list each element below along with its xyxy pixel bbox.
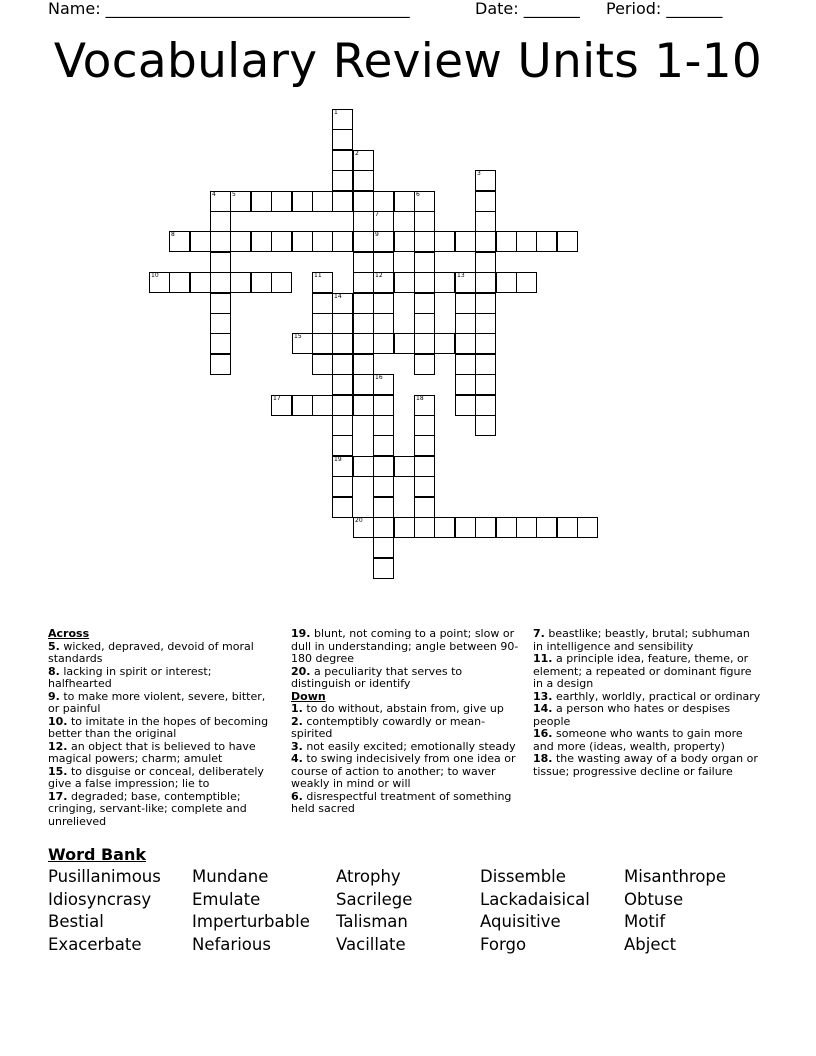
crossword-cell[interactable]	[210, 354, 231, 375]
crossword-cell[interactable]	[373, 252, 394, 273]
crossword-cell[interactable]	[475, 170, 496, 191]
crossword-cell[interactable]	[210, 272, 231, 293]
clue-across	[291, 628, 521, 666]
crossword-cell[interactable]	[475, 517, 496, 538]
clue-number-label: 2.	[291, 714, 303, 728]
crossword-cell[interactable]	[475, 191, 496, 212]
clue-heading: Down	[291, 689, 326, 703]
clue-text: a principle idea, feature, theme, or element; a repeated or dominant figure in a design	[533, 652, 752, 690]
clue-across	[48, 641, 278, 666]
crossword-cell[interactable]	[475, 333, 496, 354]
crossword-cell[interactable]	[271, 395, 292, 416]
clue-number-label: 17.	[48, 789, 68, 803]
clue-number: 14	[334, 293, 342, 300]
crossword-cell[interactable]	[210, 211, 231, 232]
clue-down	[533, 753, 763, 778]
crossword-cell[interactable]	[251, 231, 272, 252]
crossword-cell[interactable]	[414, 272, 435, 293]
crossword-cell[interactable]	[353, 170, 374, 191]
crossword-cell[interactable]	[496, 272, 517, 293]
crossword-cell[interactable]	[210, 191, 231, 212]
clue-number: 16	[375, 374, 383, 381]
clue-down	[533, 703, 763, 728]
clue-number: 19	[334, 456, 342, 463]
crossword-cell[interactable]	[292, 231, 313, 252]
crossword-cell[interactable]	[394, 333, 415, 354]
clue-text: degraded; base, contemptible; cringing, servant-like; complete and unrelieved	[48, 789, 247, 828]
clue-text: a person who hates or despises people	[533, 702, 731, 728]
crossword-cell[interactable]	[414, 231, 435, 252]
crossword-cell[interactable]	[332, 374, 353, 395]
crossword-cell[interactable]	[414, 435, 435, 456]
clue-text: an object that is believed to have magical powers; charm; amulet	[48, 739, 256, 765]
crossword-cell[interactable]	[414, 354, 435, 375]
crossword-cell[interactable]	[312, 293, 333, 314]
crossword-cell[interactable]	[475, 374, 496, 395]
crossword-cell[interactable]	[373, 211, 394, 232]
clue-number: 9	[375, 231, 379, 238]
clue-number: 2	[355, 150, 359, 157]
word-bank-item: Emulate	[192, 889, 261, 909]
word-bank-item: Misanthrope	[624, 867, 727, 886]
clue-number: 1	[334, 109, 338, 116]
crossword-cell[interactable]	[414, 252, 435, 273]
word-bank-item: Vacillate	[336, 934, 406, 954]
word-bank-item: Obtuse	[624, 889, 684, 909]
crossword-cell[interactable]	[373, 191, 394, 212]
crossword-cell[interactable]	[434, 272, 455, 293]
crossword-cell[interactable]	[373, 537, 394, 558]
clue-number: 13	[457, 272, 465, 279]
word-bank	[48, 867, 768, 962]
crossword-cell[interactable]	[475, 354, 496, 375]
crossword-cell[interactable]	[292, 191, 313, 212]
crossword-cell[interactable]	[373, 374, 394, 395]
crossword-cell[interactable]	[312, 313, 333, 334]
crossword-cell[interactable]	[557, 517, 578, 538]
crossword-cell[interactable]	[414, 497, 435, 518]
crossword-cell[interactable]	[353, 252, 374, 273]
crossword-cell[interactable]	[475, 293, 496, 314]
clue-number: 4	[212, 191, 216, 198]
clue-text: someone who wants to gain more and more (ideas, wealth, property)	[533, 727, 743, 753]
clue-text: blunt, not coming to a point; slow or dull in understanding; angle between 90-180 degree	[291, 627, 519, 665]
crossword-cell[interactable]	[373, 415, 394, 436]
clue-text: wicked, depraved, devoid of moral standards	[48, 639, 254, 665]
crossword-cell[interactable]	[332, 456, 353, 477]
crossword-cell[interactable]	[353, 456, 374, 477]
clue-number: 6	[416, 191, 420, 198]
clue-text: not easily excited; emotionally steady	[302, 739, 516, 753]
page-title: Vocabulary Review Units 1-10	[53, 34, 763, 89]
clue-text: to make more violent, severe, bitter, or painful	[48, 689, 266, 715]
crossword-cell[interactable]	[455, 272, 476, 293]
crossword-cell[interactable]	[373, 476, 394, 497]
clue-column-3	[533, 628, 763, 778]
crossword-cell[interactable]	[332, 354, 353, 375]
crossword-cell[interactable]	[312, 354, 333, 375]
clue-column-1	[48, 628, 278, 828]
crossword-cell[interactable]	[332, 191, 353, 212]
word-bank-item: Abject	[624, 934, 677, 954]
clue-text: to disguise or conceal, deliberately give a false impression; lie to	[48, 764, 264, 790]
crossword-cell[interactable]	[292, 333, 313, 354]
crossword-cell[interactable]	[475, 395, 496, 416]
clue-number: 8	[171, 231, 175, 238]
clue-number: 17	[273, 395, 281, 402]
clue-number-label: 19.	[291, 627, 311, 640]
crossword-cell[interactable]	[353, 333, 374, 354]
clue-number-label: 8.	[48, 664, 60, 678]
crossword-cell[interactable]	[516, 231, 537, 252]
crossword-cell[interactable]	[414, 211, 435, 232]
crossword-cell[interactable]	[455, 354, 476, 375]
clue-down	[533, 628, 763, 653]
clue-number-label: 16.	[533, 727, 553, 740]
clue-text: to imitate in the hopes of becoming better than the original	[48, 714, 269, 740]
crossword-cell[interactable]	[190, 231, 211, 252]
crossword-cell[interactable]	[210, 231, 231, 252]
crossword-cell[interactable]	[332, 476, 353, 497]
crossword-cell[interactable]	[292, 395, 313, 416]
crossword-cell[interactable]	[230, 191, 251, 212]
crossword-cell[interactable]	[536, 231, 557, 252]
crossword-cell[interactable]	[455, 395, 476, 416]
crossword-cell[interactable]	[373, 497, 394, 518]
clue-across	[48, 791, 278, 829]
crossword-cell[interactable]	[271, 272, 292, 293]
crossword-cell[interactable]	[271, 191, 292, 212]
crossword-cell[interactable]	[394, 272, 415, 293]
crossword-cell[interactable]	[414, 191, 435, 212]
crossword-cell[interactable]	[557, 231, 578, 252]
clue-text: earthly, worldly, practical or ordinary	[552, 689, 761, 703]
word-bank-item: Forgo	[480, 934, 527, 954]
clue-number: 11	[314, 272, 322, 279]
crossword-cell[interactable]	[455, 517, 476, 538]
clue-number-label: 11.	[533, 652, 553, 665]
clue-down	[291, 753, 521, 791]
crossword-cell[interactable]	[434, 517, 455, 538]
word-bank-item: Imperturbable	[192, 912, 310, 932]
crossword-cell[interactable]	[149, 272, 170, 293]
crossword-cell[interactable]	[455, 374, 476, 395]
crossword-cell[interactable]	[373, 313, 394, 334]
word-bank-item: Motif	[624, 912, 666, 932]
clue-number-label: 14.	[533, 702, 553, 715]
word-bank-item: Sacrilege	[336, 889, 413, 909]
crossword-cell[interactable]	[373, 272, 394, 293]
crossword-cell[interactable]	[332, 497, 353, 518]
crossword-cell[interactable]	[251, 191, 272, 212]
name-field[interactable]: Name: ______________________________________	[48, 0, 410, 18]
clue-text: lacking in spirit or interest; halfhearted	[48, 664, 212, 690]
crossword-cell[interactable]	[230, 231, 251, 252]
crossword-cell[interactable]	[332, 129, 353, 150]
crossword-cell[interactable]	[271, 231, 292, 252]
crossword-cell[interactable]	[434, 333, 455, 354]
crossword-cell[interactable]	[414, 333, 435, 354]
crossword-cell[interactable]	[169, 272, 190, 293]
clue-number: 5	[232, 191, 236, 198]
crossword-cell[interactable]	[190, 272, 211, 293]
clue-across	[48, 716, 278, 741]
crossword-cell[interactable]	[496, 231, 517, 252]
crossword-cell[interactable]	[353, 293, 374, 314]
clue-heading: Across	[48, 627, 90, 640]
crossword-cell[interactable]	[332, 170, 353, 191]
clue-column-2	[291, 628, 521, 816]
clue-text: contemptibly cowardly or mean-spirited	[291, 714, 486, 740]
crossword-cell[interactable]	[353, 313, 374, 334]
crossword-cell[interactable]	[353, 374, 374, 395]
clue-number: 3	[477, 170, 481, 177]
clue-number-label: 1.	[291, 702, 303, 715]
clue-text: to swing indecisively from one idea or course of action to another; to waver weakly in mind or will	[291, 752, 516, 790]
crossword-cell[interactable]	[516, 272, 537, 293]
clue-number: 18	[416, 395, 424, 402]
clue-down	[291, 791, 521, 816]
crossword-cell[interactable]	[414, 313, 435, 334]
clue-number-label: 10.	[48, 714, 68, 728]
clue-number-label: 20.	[291, 664, 311, 678]
clue-text: disrespectful treatment of something held sacred	[291, 789, 512, 815]
crossword-cell[interactable]	[332, 150, 353, 171]
crossword-cell[interactable]	[353, 395, 374, 416]
crossword-cell[interactable]	[496, 517, 517, 538]
crossword-cell[interactable]	[373, 435, 394, 456]
word-bank-item: Exacerbate	[48, 934, 142, 954]
clue-across	[48, 766, 278, 791]
crossword-cell[interactable]	[332, 109, 353, 130]
crossword-cell[interactable]	[332, 415, 353, 436]
clue-across	[48, 741, 278, 766]
clue-down	[291, 716, 521, 741]
clue-number-label: 15.	[48, 764, 68, 778]
crossword-cell[interactable]	[332, 435, 353, 456]
word-bank-item: Bestial	[48, 912, 104, 932]
word-bank-item: Dissemble	[480, 867, 566, 886]
clue-number: 15	[294, 333, 302, 340]
clue-number: 12	[375, 272, 383, 279]
crossword-cell[interactable]	[414, 293, 435, 314]
crossword-cell[interactable]	[373, 558, 394, 579]
crossword-cell[interactable]	[312, 333, 333, 354]
date-field[interactable]: Date: _______	[475, 0, 580, 18]
crossword-cell[interactable]	[312, 191, 333, 212]
word-bank-item: Nefarious	[192, 934, 271, 954]
crossword-cell[interactable]	[414, 456, 435, 477]
crossword-cell[interactable]	[210, 293, 231, 314]
word-bank-item: Idiosyncrasy	[48, 889, 152, 909]
clue-text: the wasting away of a body organ or tissue; progressive decline or failure	[533, 752, 758, 778]
word-bank-item: Lackadaisical	[480, 889, 590, 909]
clue-text: to do without, abstain from, give up	[302, 702, 504, 715]
crossword-cell[interactable]	[312, 395, 333, 416]
crossword-cell[interactable]	[414, 395, 435, 416]
period-field[interactable]: Period: _______	[606, 0, 723, 18]
crossword-cell[interactable]	[353, 272, 374, 293]
clue-number-label: 6.	[291, 789, 303, 803]
clue-number-label: 18.	[533, 752, 553, 765]
crossword-cell[interactable]	[332, 395, 353, 416]
crossword-cell[interactable]	[373, 456, 394, 477]
clue-across	[48, 691, 278, 716]
crossword-cell[interactable]	[230, 272, 251, 293]
crossword-cell[interactable]	[332, 333, 353, 354]
crossword-cell[interactable]	[373, 333, 394, 354]
crossword-cell[interactable]	[373, 517, 394, 538]
crossword-cell[interactable]	[332, 313, 353, 334]
crossword-cell[interactable]	[475, 252, 496, 273]
crossword-cell[interactable]	[373, 395, 394, 416]
crossword-cell[interactable]	[455, 231, 476, 252]
clue-number: 20	[355, 517, 363, 524]
crossword-cell[interactable]	[312, 272, 333, 293]
clue-down	[533, 653, 763, 691]
crossword-cell[interactable]	[394, 456, 415, 477]
crossword-cell[interactable]	[536, 517, 557, 538]
crossword-cell[interactable]	[373, 231, 394, 252]
crossword-cell[interactable]	[414, 517, 435, 538]
clue-across	[291, 666, 521, 691]
word-bank-item: Talisman	[336, 912, 408, 932]
word-bank-item: Mundane	[192, 867, 269, 886]
clue-number-label: 3.	[291, 739, 303, 753]
word-bank-item: Pusillanimous	[48, 867, 161, 886]
crossword-cell[interactable]	[251, 272, 272, 293]
clue-number-label: 13.	[533, 689, 553, 703]
crossword-cell[interactable]	[353, 211, 374, 232]
crossword-cell[interactable]	[373, 293, 394, 314]
crossword-cell[interactable]	[210, 252, 231, 273]
crossword-cell[interactable]	[455, 293, 476, 314]
crossword-cell[interactable]	[332, 293, 353, 314]
crossword-cell[interactable]	[475, 313, 496, 334]
crossword-cell[interactable]	[312, 231, 333, 252]
crossword-cell[interactable]	[210, 333, 231, 354]
crossword-cell[interactable]	[353, 517, 374, 538]
crossword-cell[interactable]	[475, 272, 496, 293]
word-bank-item: Atrophy	[336, 867, 401, 886]
crossword-cell[interactable]	[353, 354, 374, 375]
crossword-cell[interactable]	[332, 231, 353, 252]
clue-text: beastlike; beastly, brutal; subhuman in intelligence and sensibility	[533, 627, 750, 653]
clue-down	[533, 728, 763, 753]
clue-number: 10	[151, 272, 159, 279]
word-bank-item: Aquisitive	[480, 912, 561, 932]
crossword-cell[interactable]	[394, 191, 415, 212]
clue-number-label: 12.	[48, 739, 68, 753]
clue-number-label: 9.	[48, 689, 60, 703]
crossword-cell[interactable]	[394, 517, 415, 538]
clue-text: a peculiarity that serves to distinguish or identify	[291, 664, 463, 690]
crossword-cell[interactable]	[394, 231, 415, 252]
word-bank-heading: Word Bank	[48, 845, 147, 864]
crossword-cell[interactable]	[353, 191, 374, 212]
crossword-cell[interactable]	[475, 231, 496, 252]
crossword-cell[interactable]	[516, 517, 537, 538]
clue-number-label: 5.	[48, 639, 60, 653]
crossword-cell[interactable]	[475, 415, 496, 436]
clue-number-label: 4.	[291, 752, 303, 765]
clue-number: 7	[375, 211, 379, 218]
crossword-cell[interactable]	[475, 211, 496, 232]
crossword-cell[interactable]	[455, 313, 476, 334]
crossword-cell[interactable]	[169, 231, 190, 252]
crossword-cell[interactable]	[434, 231, 455, 252]
crossword-cell[interactable]	[414, 476, 435, 497]
crossword-cell[interactable]	[577, 517, 598, 538]
crossword-cell[interactable]	[353, 150, 374, 171]
crossword-cell[interactable]	[455, 333, 476, 354]
crossword-cell[interactable]	[210, 313, 231, 334]
crossword-cell[interactable]	[353, 231, 374, 252]
clue-number-label: 7.	[533, 627, 545, 640]
crossword-cell[interactable]	[414, 415, 435, 436]
clue-across	[48, 666, 278, 691]
